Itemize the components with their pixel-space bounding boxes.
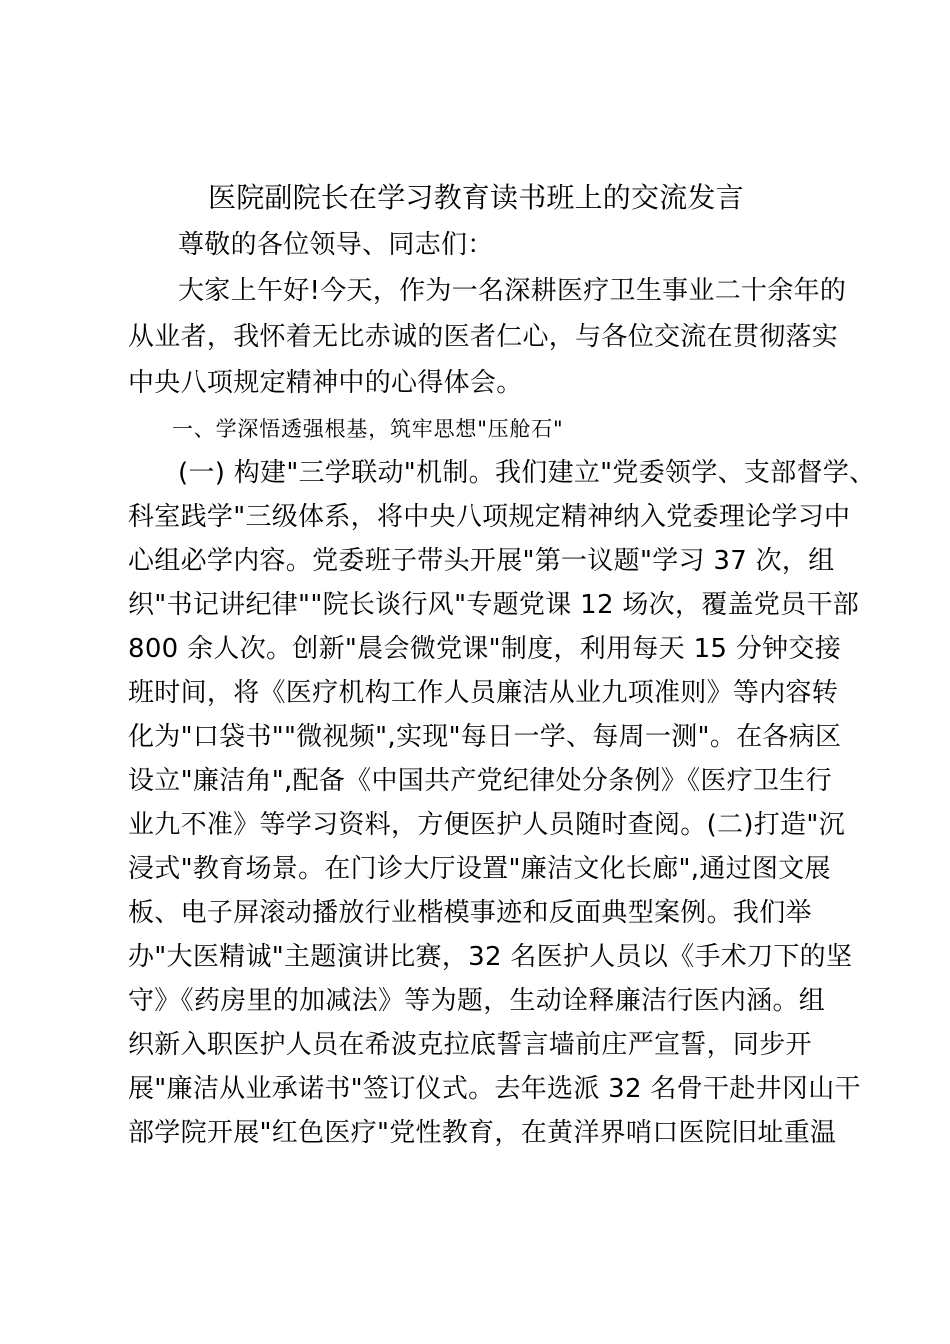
paragraph-line: 班时间，将《医疗机构工作人员廉洁从业九项准则》等内容转 [128,678,839,708]
paragraph-line: 设立"廉洁角",配备《中国共产党纪律处分条例》《医疗卫生行 [128,766,832,796]
section-heading: 一、学深悟透强根基，筑牢思想"压舱石" [172,417,564,441]
salutation: 尊敬的各位领导、同志们： [178,230,494,260]
paragraph-line: 800 余人次。创新"晨会微党课"制度，利用每天 15 分钟交接 [128,634,842,664]
document-title: 医院副院长在学习教育读书班上的交流发言 [208,181,744,214]
paragraph-line: 化为"口袋书""微视频",实现"每日一学、每周一测"。在各病区 [128,722,842,752]
paragraph-line: (一) 构建"三学联动"机制。我们建立"党委领学、支部督学、 [178,458,876,488]
paragraph-line: 大家上午好!今天，作为一名深耕医疗卫生事业二十余年的 [178,276,847,306]
paragraph-line: 办"大医精诚"主题演讲比赛，32 名医护人员以《手术刀下的坚 [128,942,853,972]
paragraph-line: 中央八项规定精神中的心得体会。 [128,368,523,398]
paragraph-line: 科室践学"三级体系，将中央八项规定精神纳入党委理论学习中 [128,502,851,532]
paragraph-line: 心组必学内容。党委班子带头开展"第一议题"学习 37 次，组 [128,546,835,576]
paragraph-line: 业九不准》等学习资料，方便医护人员随时查阅。(二)打造"沉 [128,810,845,840]
paragraph-line: 织新入职医护人员在希波克拉底誓言墙前庄严宣誓，同步开 [128,1030,812,1060]
paragraph-line: 守》《药房里的加减法》等为题，生动诠释廉洁行医内涵。组 [128,986,826,1016]
paragraph-line: 织"书记讲纪律""院长谈行风"专题党课 12 场次，覆盖党员干部 [128,590,860,620]
paragraph-line: 从业者，我怀着无比赤诚的医者仁心，与各位交流在贯彻落实 [128,322,839,352]
paragraph-line: 板、电子屏滚动播放行业楷模事迹和反面典型案例。我们举 [128,898,812,928]
paragraph-line: 浸式"教育场景。在门诊大厅设置"廉洁文化长廊",通过图文展 [128,854,831,884]
paragraph-line: 部学院开展"红色医疗"党性教育，在黄洋界哨口医院旧址重温 [128,1118,837,1148]
paragraph-line: 展"廉洁从业承诺书"签订仪式。去年选派 32 名骨干赴井冈山干 [128,1074,861,1104]
